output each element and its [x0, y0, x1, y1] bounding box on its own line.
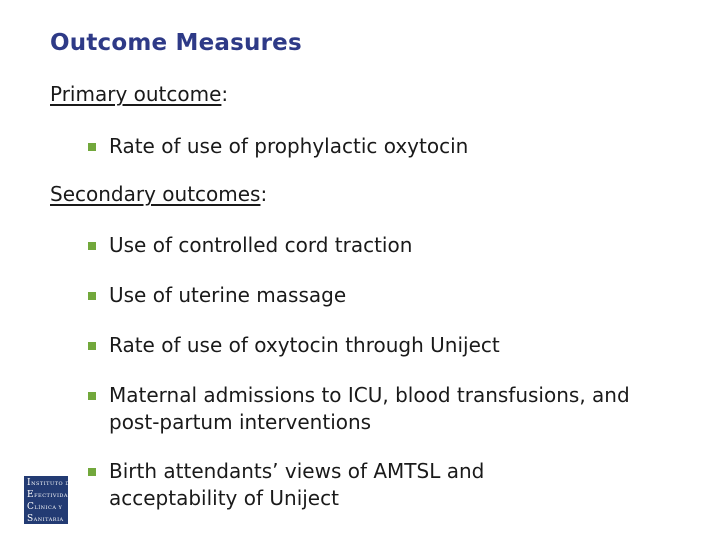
list-item — [88, 458, 589, 512]
primary-outcome-heading — [50, 82, 228, 106]
list-item — [88, 232, 669, 259]
bullet-square-icon — [88, 143, 96, 151]
list-item — [88, 382, 649, 436]
bullet-square-icon — [88, 468, 96, 476]
list-item — [88, 133, 669, 160]
list-item-text: Use of uterine massage — [109, 283, 347, 307]
list-item-text: Maternal admissions to ICU, blood transfusions, and post-partum interventions — [109, 383, 630, 434]
secondary-outcomes-label: Secondary outcomes — [50, 182, 261, 206]
slide-title: Outcome Measures — [50, 30, 302, 56]
primary-outcome-label: Primary outcome — [50, 82, 222, 106]
list-item-text: Rate of use of prophylactic oxytocin — [109, 134, 469, 158]
logo-line: CLÍNICA Y — [27, 502, 63, 512]
primary-outcome-colon: : — [221, 82, 229, 106]
logo-line: EFECTIVIDAD — [27, 490, 73, 500]
bullet-square-icon — [88, 242, 96, 250]
bullet-square-icon — [88, 292, 96, 300]
logo-line: SANITARIA — [27, 514, 64, 524]
bullet-square-icon — [88, 392, 96, 400]
secondary-outcomes-heading — [50, 182, 267, 206]
list-item — [88, 332, 669, 359]
list-item-text: Use of controlled cord traction — [109, 233, 413, 257]
institute-logo — [24, 476, 74, 524]
list-item-text: Birth attendants’ views of AMTSL and acceptability of Uniject — [109, 459, 485, 510]
list-item — [88, 282, 669, 309]
bullet-square-icon — [88, 342, 96, 350]
secondary-outcomes-colon: : — [260, 182, 268, 206]
logo-line: INSTITUTO DE — [27, 478, 74, 488]
list-item-text: Rate of use of oxytocin through Uniject — [109, 333, 500, 357]
